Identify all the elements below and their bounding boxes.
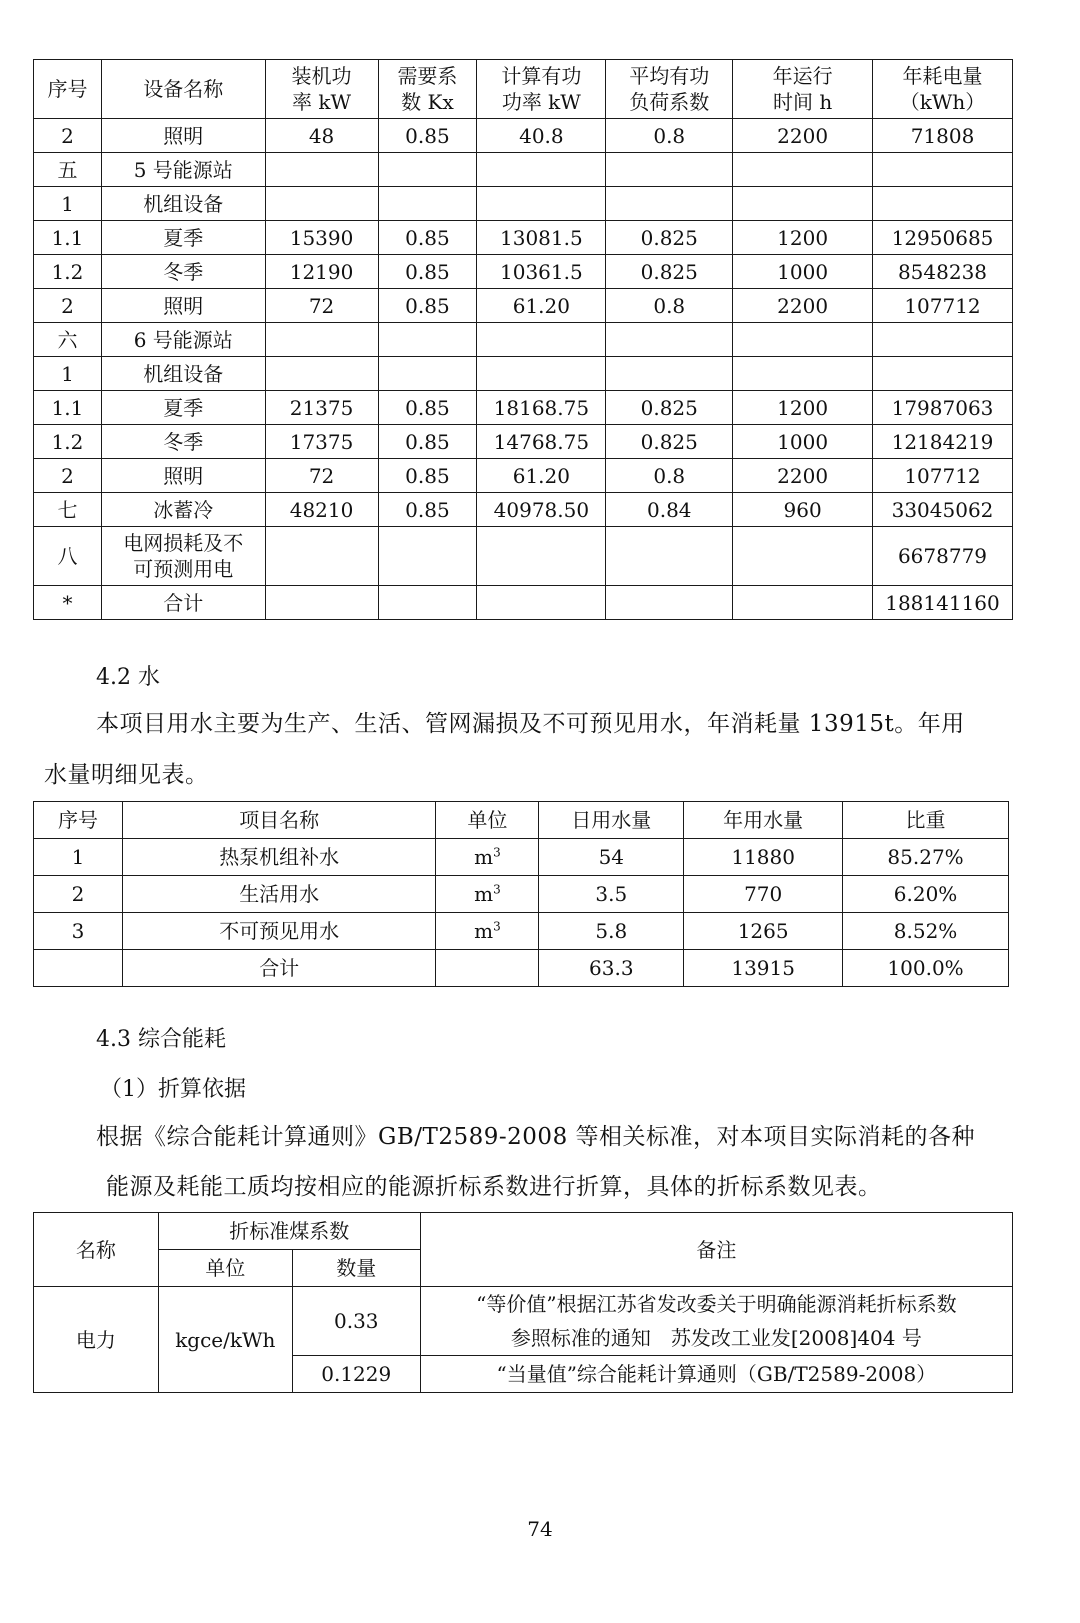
water-consumption-table	[33, 801, 1009, 987]
energy-cell: 2	[34, 289, 102, 323]
energy-cell: 12190	[265, 255, 378, 289]
energy-table-row	[34, 255, 1013, 289]
unit-text: m	[474, 882, 494, 906]
energy-cell	[265, 357, 378, 391]
energy-table-row	[34, 425, 1013, 459]
energy-cell	[378, 153, 477, 187]
energy-consumption-table	[33, 59, 1013, 620]
water-header-cell: 年用水量	[684, 802, 843, 839]
energy-cell	[477, 527, 606, 586]
energy-cell: 2200	[733, 119, 873, 153]
unit-text: m	[474, 845, 494, 869]
coef-header-name: 名称	[34, 1213, 159, 1287]
energy-cell: 八	[34, 527, 102, 586]
energy-cell: 照明	[101, 289, 265, 323]
water-cell-daily: 5.8	[539, 913, 684, 950]
energy-cell	[733, 527, 873, 586]
water-total-no	[34, 950, 123, 987]
coef-name-cell: 电力	[34, 1287, 159, 1393]
energy-table-row	[34, 153, 1013, 187]
energy-table-row	[34, 527, 1013, 586]
energy-cell	[873, 323, 1013, 357]
energy-cell: 0.8	[606, 289, 733, 323]
energy-cell: 1000	[733, 425, 873, 459]
conversion-coefficient-table	[33, 1212, 1013, 1393]
energy-cell: 0.85	[378, 425, 477, 459]
energy-header-cell: 设备名称	[101, 60, 265, 119]
energy-cell: 五	[34, 153, 102, 187]
energy-cell: 71808	[873, 119, 1013, 153]
energy-cell: 电网损耗及不 可预测用电	[101, 527, 265, 586]
energy-cell: 72	[265, 289, 378, 323]
energy-cell: 0.85	[378, 391, 477, 425]
energy-table-row	[34, 187, 1013, 221]
energy-cell: 0.85	[378, 255, 477, 289]
energy-cell: 6 号能源站	[101, 323, 265, 357]
energy-cell: 1000	[733, 255, 873, 289]
energy-cell: 0.8	[606, 459, 733, 493]
energy-cell	[477, 323, 606, 357]
energy-cell	[378, 527, 477, 586]
water-table-row	[34, 839, 1009, 876]
energy-cell: 48	[265, 119, 378, 153]
energy-cell: 72	[265, 459, 378, 493]
energy-table-row	[34, 221, 1013, 255]
energy-cell: 0.85	[378, 493, 477, 527]
energy-cell: 1.2	[34, 255, 102, 289]
energy-cell: 2200	[733, 289, 873, 323]
energy-table-row	[34, 289, 1013, 323]
energy-cell	[733, 357, 873, 391]
energy-cell	[378, 323, 477, 357]
energy-cell: 0.825	[606, 221, 733, 255]
page-number: 74	[527, 1517, 553, 1541]
water-cell-daily: 54	[539, 839, 684, 876]
energy-cell	[378, 586, 477, 620]
energy-cell: 107712	[873, 289, 1013, 323]
energy-cell: 6678779	[873, 527, 1013, 586]
energy-cell: 0.85	[378, 221, 477, 255]
energy-cell: 照明	[101, 119, 265, 153]
water-cell-unit	[436, 876, 539, 913]
energy-cell: 机组设备	[101, 187, 265, 221]
water-total-unit	[436, 950, 539, 987]
energy-table-row	[34, 493, 1013, 527]
water-table-body	[34, 802, 1009, 987]
energy-cell: 1	[34, 357, 102, 391]
water-header-cell: 比重	[843, 802, 1009, 839]
energy-cell: 1	[34, 187, 102, 221]
energy-cell: 2	[34, 459, 102, 493]
energy-cell: 0.825	[606, 391, 733, 425]
energy-header-cell: 年运行 时间 h	[733, 60, 873, 119]
energy-cell: 2	[34, 119, 102, 153]
energy-cell: 机组设备	[101, 357, 265, 391]
subheading-basis: （1）折算依据	[100, 1077, 246, 1102]
energy-cell	[873, 153, 1013, 187]
coef-header-coefficient: 折标准煤系数	[158, 1213, 420, 1250]
water-cell-name: 生活用水	[122, 876, 436, 913]
water-cell-annual: 11880	[684, 839, 843, 876]
basis-paragraph-line2: 能源及耗能工质均按相应的能源折标系数进行折算，具体的折标系数见表。	[106, 1174, 882, 1200]
coef-qty-cell-1: 0.33	[292, 1287, 420, 1356]
water-total-name: 合计	[122, 950, 436, 987]
energy-cell: 0.8	[606, 119, 733, 153]
energy-cell	[873, 187, 1013, 221]
unit-superscript: 3	[493, 882, 501, 897]
energy-table-row	[34, 323, 1013, 357]
coef-note-cell-1: “等价值”根据江苏省发改委关于明确能源消耗折标系数 参照标准的通知 苏发改工业发[2008]404 号	[420, 1287, 1012, 1356]
water-total-row	[34, 950, 1009, 987]
energy-cell: 18168.75	[477, 391, 606, 425]
water-cell-share: 6.20%	[843, 876, 1009, 913]
energy-cell: 17375	[265, 425, 378, 459]
water-header-cell: 项目名称	[122, 802, 436, 839]
water-cell-no: 2	[34, 876, 123, 913]
water-table-row	[34, 876, 1009, 913]
energy-cell	[733, 153, 873, 187]
unit-text: m	[474, 919, 494, 943]
energy-table-row	[34, 586, 1013, 620]
energy-cell	[477, 187, 606, 221]
water-cell-no: 3	[34, 913, 123, 950]
energy-cell: 0.84	[606, 493, 733, 527]
energy-cell	[378, 187, 477, 221]
coef-note-cell-2: “当量值”综合能耗计算通则（GB/T2589-2008）	[420, 1356, 1012, 1393]
energy-cell	[606, 586, 733, 620]
energy-cell: 照明	[101, 459, 265, 493]
energy-cell: 13081.5	[477, 221, 606, 255]
energy-cell	[265, 153, 378, 187]
energy-cell: 1200	[733, 221, 873, 255]
energy-cell	[477, 586, 606, 620]
energy-cell: 2200	[733, 459, 873, 493]
energy-table-body	[34, 60, 1013, 620]
energy-cell	[265, 586, 378, 620]
energy-cell	[606, 187, 733, 221]
energy-header-cell: 装机功 率 kW	[265, 60, 378, 119]
coef-header-row	[34, 1213, 1013, 1250]
water-cell-unit	[436, 839, 539, 876]
energy-cell: 15390	[265, 221, 378, 255]
water-table-row	[34, 913, 1009, 950]
water-total-daily: 63.3	[539, 950, 684, 987]
energy-header-cell: 计算有功 功率 kW	[477, 60, 606, 119]
energy-cell	[265, 323, 378, 357]
energy-cell	[378, 357, 477, 391]
unit-superscript: 3	[493, 845, 501, 860]
energy-cell: 夏季	[101, 391, 265, 425]
energy-cell	[873, 357, 1013, 391]
energy-cell: 合计	[101, 586, 265, 620]
energy-table-row	[34, 357, 1013, 391]
energy-cell: 1.1	[34, 391, 102, 425]
energy-cell: 1200	[733, 391, 873, 425]
water-header-cell: 单位	[436, 802, 539, 839]
water-paragraph-line2: 水量明细见表。	[44, 762, 209, 788]
energy-cell: 960	[733, 493, 873, 527]
coef-qty-cell-2: 0.1229	[292, 1356, 420, 1393]
energy-cell	[733, 323, 873, 357]
water-total-share: 100.0%	[843, 950, 1009, 987]
energy-cell: 0.85	[378, 289, 477, 323]
energy-cell	[265, 187, 378, 221]
energy-header-cell: 年耗电量 （kWh）	[873, 60, 1013, 119]
energy-cell: 61.20	[477, 289, 606, 323]
energy-cell: 0.85	[378, 119, 477, 153]
energy-cell: 1.2	[34, 425, 102, 459]
energy-cell	[733, 586, 873, 620]
energy-cell: 七	[34, 493, 102, 527]
water-cell-share: 85.27%	[843, 839, 1009, 876]
energy-cell: 188141160	[873, 586, 1013, 620]
energy-cell	[606, 323, 733, 357]
water-total-annual: 13915	[684, 950, 843, 987]
energy-cell: 0.825	[606, 255, 733, 289]
basis-paragraph-line1: 根据《综合能耗计算通则》GB/T2589-2008 等相关标准，对本项目实际消耗的各种	[96, 1124, 976, 1150]
water-cell-name: 热泵机组补水	[122, 839, 436, 876]
energy-cell: 21375	[265, 391, 378, 425]
energy-cell: 夏季	[101, 221, 265, 255]
energy-cell: 40.8	[477, 119, 606, 153]
energy-cell: 10361.5	[477, 255, 606, 289]
energy-cell: 48210	[265, 493, 378, 527]
water-header-cell: 序号	[34, 802, 123, 839]
energy-table-row	[34, 391, 1013, 425]
energy-cell: 冬季	[101, 425, 265, 459]
section-heading-water: 4.2 水	[96, 665, 160, 690]
energy-cell	[733, 187, 873, 221]
water-cell-share: 8.52%	[843, 913, 1009, 950]
energy-cell: 14768.75	[477, 425, 606, 459]
energy-header-row	[34, 60, 1013, 119]
energy-cell: 8548238	[873, 255, 1013, 289]
energy-cell	[606, 527, 733, 586]
water-cell-annual: 1265	[684, 913, 843, 950]
energy-cell: 六	[34, 323, 102, 357]
energy-header-cell: 需要系 数 Kx	[378, 60, 477, 119]
coef-unit-cell: kgce/kWh	[158, 1287, 292, 1393]
coef-header-note: 备注	[420, 1213, 1012, 1287]
energy-cell: 5 号能源站	[101, 153, 265, 187]
water-header-cell: 日用水量	[539, 802, 684, 839]
energy-cell: 61.20	[477, 459, 606, 493]
coef-row-equivalent	[34, 1287, 1013, 1356]
water-paragraph-line1: 本项目用水主要为生产、生活、管网漏损及不可预见用水，年消耗量 13915t。年用	[96, 711, 965, 737]
water-cell-name: 不可预见用水	[122, 913, 436, 950]
energy-cell: 33045062	[873, 493, 1013, 527]
energy-cell	[606, 357, 733, 391]
energy-cell: 1.1	[34, 221, 102, 255]
energy-header-cell: 序号	[34, 60, 102, 119]
energy-header-cell: 平均有功 负荷系数	[606, 60, 733, 119]
water-cell-annual: 770	[684, 876, 843, 913]
energy-cell	[265, 527, 378, 586]
energy-cell: *	[34, 586, 102, 620]
energy-cell: 17987063	[873, 391, 1013, 425]
energy-cell: 12184219	[873, 425, 1013, 459]
energy-cell: 40978.50	[477, 493, 606, 527]
energy-table-row	[34, 119, 1013, 153]
energy-cell: 107712	[873, 459, 1013, 493]
water-cell-daily: 3.5	[539, 876, 684, 913]
energy-cell	[477, 153, 606, 187]
energy-cell: 0.825	[606, 425, 733, 459]
coef-header-quantity: 数量	[292, 1250, 420, 1287]
energy-cell: 冰蓄冷	[101, 493, 265, 527]
section-heading-energy: 4.3 综合能耗	[96, 1027, 226, 1052]
energy-cell	[606, 153, 733, 187]
water-cell-unit	[436, 913, 539, 950]
unit-superscript: 3	[493, 919, 501, 934]
energy-cell: 0.85	[378, 459, 477, 493]
energy-table-row	[34, 459, 1013, 493]
coef-header-unit: 单位	[158, 1250, 292, 1287]
water-cell-no: 1	[34, 839, 123, 876]
energy-cell	[477, 357, 606, 391]
energy-cell: 12950685	[873, 221, 1013, 255]
energy-cell: 冬季	[101, 255, 265, 289]
water-header-row	[34, 802, 1009, 839]
